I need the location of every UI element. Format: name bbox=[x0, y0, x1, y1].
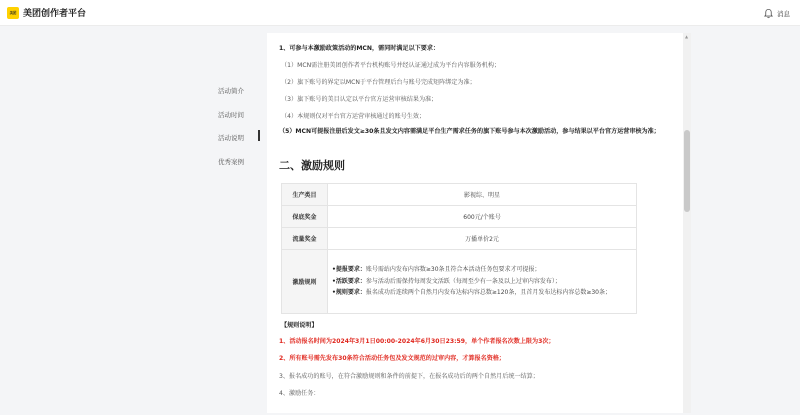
table-row bbox=[282, 228, 637, 250]
requirement-item: （1）MCN需注册美团创作者平台机构账号并经认证通过成为平台内容服务机构； bbox=[281, 62, 501, 69]
note-item: 3、报名成功的账号，在符合激励规则和条件的前提下，在报名成功后的两个自然月后统一结算； bbox=[279, 373, 539, 380]
meituan-logo-icon[interactable]: 美团 bbox=[7, 7, 19, 19]
rule-line: •活跃要求：参与活动后需保持每周发文活跃（每周至少有一条及以上过审内容发布）； bbox=[332, 277, 561, 285]
table-key: 生产类目 bbox=[282, 184, 328, 206]
nav-item-intro[interactable]: 活动简介 bbox=[218, 87, 244, 95]
requirement-item-5: （5）MCN可提报注册后发文≥30条且发文内容需满足平台生产需求任务的旗下账号参与本次激励活动，参与结果以平台官方运营审核为准； bbox=[279, 128, 660, 135]
rules-cell bbox=[328, 250, 637, 314]
table-key: 激励规则 bbox=[282, 250, 328, 314]
table-value: 600元/个账号 bbox=[328, 206, 637, 228]
table-key: 保底奖金 bbox=[282, 206, 328, 228]
scrollbar-track[interactable] bbox=[683, 33, 691, 413]
app-title[interactable]: 美团创作者平台 bbox=[23, 9, 87, 19]
note-item: 4、激励任务： bbox=[279, 390, 320, 397]
reward-rules-table bbox=[281, 183, 637, 314]
messages-label: 消息 bbox=[777, 9, 790, 18]
rule-line: •提报要求：账号需站内发布内容数≥30条且符合本活动任务包要求才可提报； bbox=[332, 266, 541, 274]
requirement-item: （3）旗下账号的美目认定以平台官方运营审核结果为准； bbox=[281, 96, 438, 103]
table-key: 流量奖金 bbox=[282, 228, 328, 250]
section-nav bbox=[218, 86, 244, 180]
bell-icon bbox=[763, 8, 774, 19]
nav-item-description[interactable]: 活动说明 bbox=[218, 134, 244, 142]
table-row bbox=[282, 184, 637, 206]
scrollbar-thumb[interactable] bbox=[684, 130, 690, 212]
note-item: 1、活动报名时间为2024年3月1日00:00-2024年6月30日23:59，单个作者报名次数上限为3次； bbox=[279, 338, 555, 345]
requirements-heading: 1、可参与本激励政策活动的MCN，需同时满足以下要求： bbox=[279, 45, 440, 52]
messages-button[interactable] bbox=[763, 6, 790, 20]
table-value: 影视综、明星 bbox=[328, 184, 637, 206]
requirement-item: （2）旗下账号的界定以MCN于平台管理后台与账号完成矩阵绑定为准； bbox=[281, 79, 476, 86]
note-item: 2、所有账号需先发布30条符合活动任务包及发文规范的过审内容，才算报名资格； bbox=[279, 355, 506, 362]
table-value: 万播单价2元 bbox=[328, 228, 637, 250]
table-row bbox=[282, 250, 637, 314]
top-bar bbox=[0, 0, 800, 26]
notes-heading: 【规则说明】 bbox=[281, 322, 318, 329]
nav-item-cases[interactable]: 优秀案例 bbox=[218, 157, 244, 166]
rule-line: •规则要求：报名成功后连续两个自然月内发布达标内容总数≥120条，且首月发布达标内容总数≥30条； bbox=[332, 289, 611, 297]
nav-active-indicator bbox=[258, 130, 260, 141]
table-row bbox=[282, 206, 637, 228]
section-title: 二、激励规则 bbox=[279, 159, 345, 172]
requirement-item: （4）本规则仅对平台官方运营审核通过的账号生效； bbox=[281, 113, 426, 120]
nav-item-time[interactable]: 活动时间 bbox=[218, 110, 244, 119]
scroll-up-icon[interactable]: ▲ bbox=[685, 34, 689, 39]
